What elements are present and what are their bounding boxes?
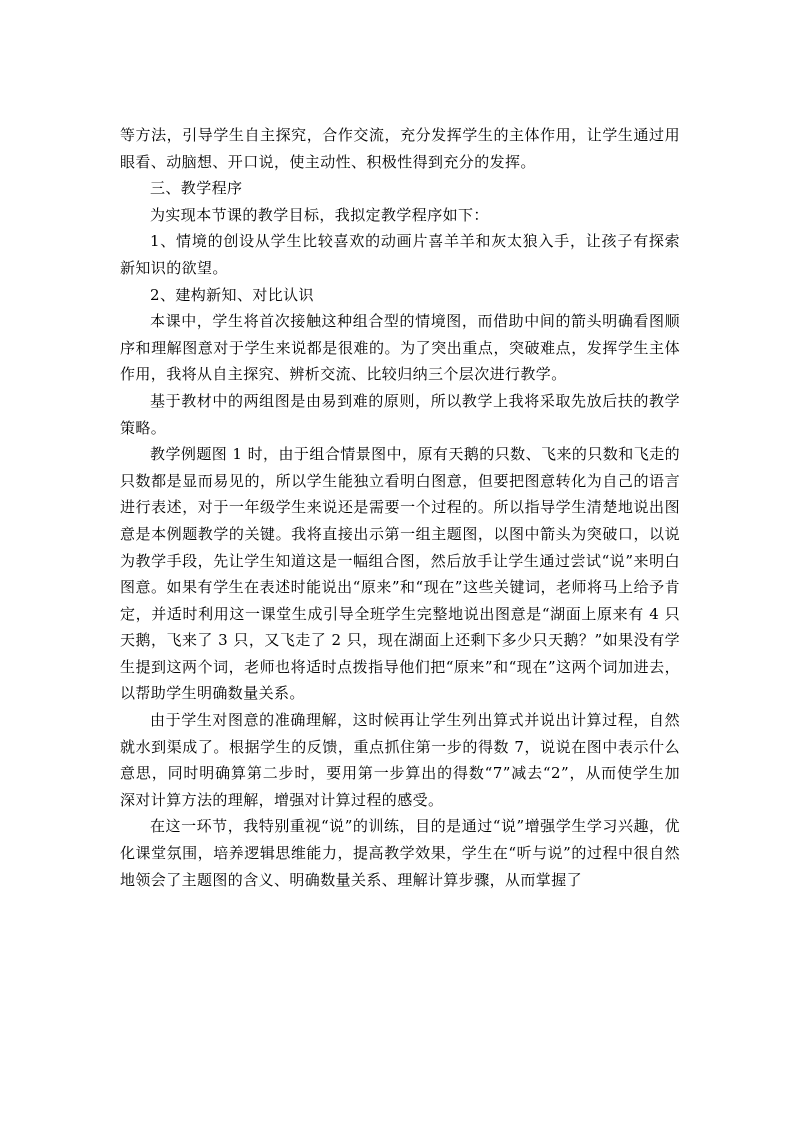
- section-heading-teaching-procedure: 三、教学程序: [150, 179, 243, 198]
- paragraph-4: 1、情境的创设从学生比较喜欢的动画片喜羊羊和灰太狼入手，让孩子有探索新知识的欲望。: [120, 232, 680, 277]
- paragraph-9: 由于学生对图意的准确理解，这时候再让学生列出算式并说出计算过程，自然就水到渠成了。根据学生的反馈，重点抓住第一步的得数 7，说说在图中表示什么意思，同时明确算第二步时，要用第一步算出的得数“7”减去“2”，从而使学生加深对计算方法的理解，增强对计算过程的感受。: [120, 711, 680, 809]
- paragraph-10: 在这一环节，我特别重视“说”的训练，目的是通过“说”增强学生学习兴趣，优化课堂氛围，培养逻辑思维能力，提高教学效果，学生在“听与说”的过程中很自然地领会了主题图的含义、明确数量关系、理解计算步骤，从而掌握了: [120, 817, 680, 889]
- paragraph-6: 本课中，学生将首次接触这种组合型的情境图，而借助中间的箭头明确看图顺序和理解图意对于学生来说都是很难的。为了突出重点，突破难点，发挥学生主体作用，我将从自主探究、辨析交流、比较归纳三个层次进行教学。: [120, 312, 680, 384]
- paragraph-7: 基于教材中的两组图是由易到难的原则，所以教学上我将采取先放后扶的教学策略。: [120, 391, 680, 437]
- paragraph-8: 教学例题图 1 时，由于组合情景图中，原有天鹅的只数、飞来的只数和飞走的只数都是显而易见的，所以学生能独立看明白图意，但要把图意转化为自己的语言进行表述，对于一年级学生来说还是需要一个过程的。所以指导学生清楚地说出图意是本例题教学的关键。我将直接出示第一组主题图，以图中箭头为突破口，以说为教学手段，先让学生知道这是一幅组合图，然后放手让学生通过尝试“说”来明白图意。如果有学生在表述时能说出“原来”和“现在”这些关键词，老师将马上给予肯定，并适时利用这一课堂生成引导全班学生完整地说出图意是“湖面上原来有 4 只天鹅，飞来了 3 只，又飞走了 2 只，现在湖面上还剩下多少只天鹅？”如果没有学生提到这两个词，老师也将适时点拨指导他们把“原来”和“现在”这两个词加进去，以帮助学生明确数量关系。: [120, 445, 680, 703]
- subheading-construct-knowledge: 2、建构新知、对比认识: [150, 285, 314, 304]
- paragraph-1: 等方法，引导学生自主探究，合作交流，充分发挥学生的主体作用，让学生通过用眼看、动脑想、开口说，使主动性、积极性得到充分的发挥。: [120, 126, 680, 171]
- document-body: [120, 122, 680, 893]
- paragraph-3: 为实现本节课的教学目标，我拟定教学程序如下：: [150, 205, 489, 224]
